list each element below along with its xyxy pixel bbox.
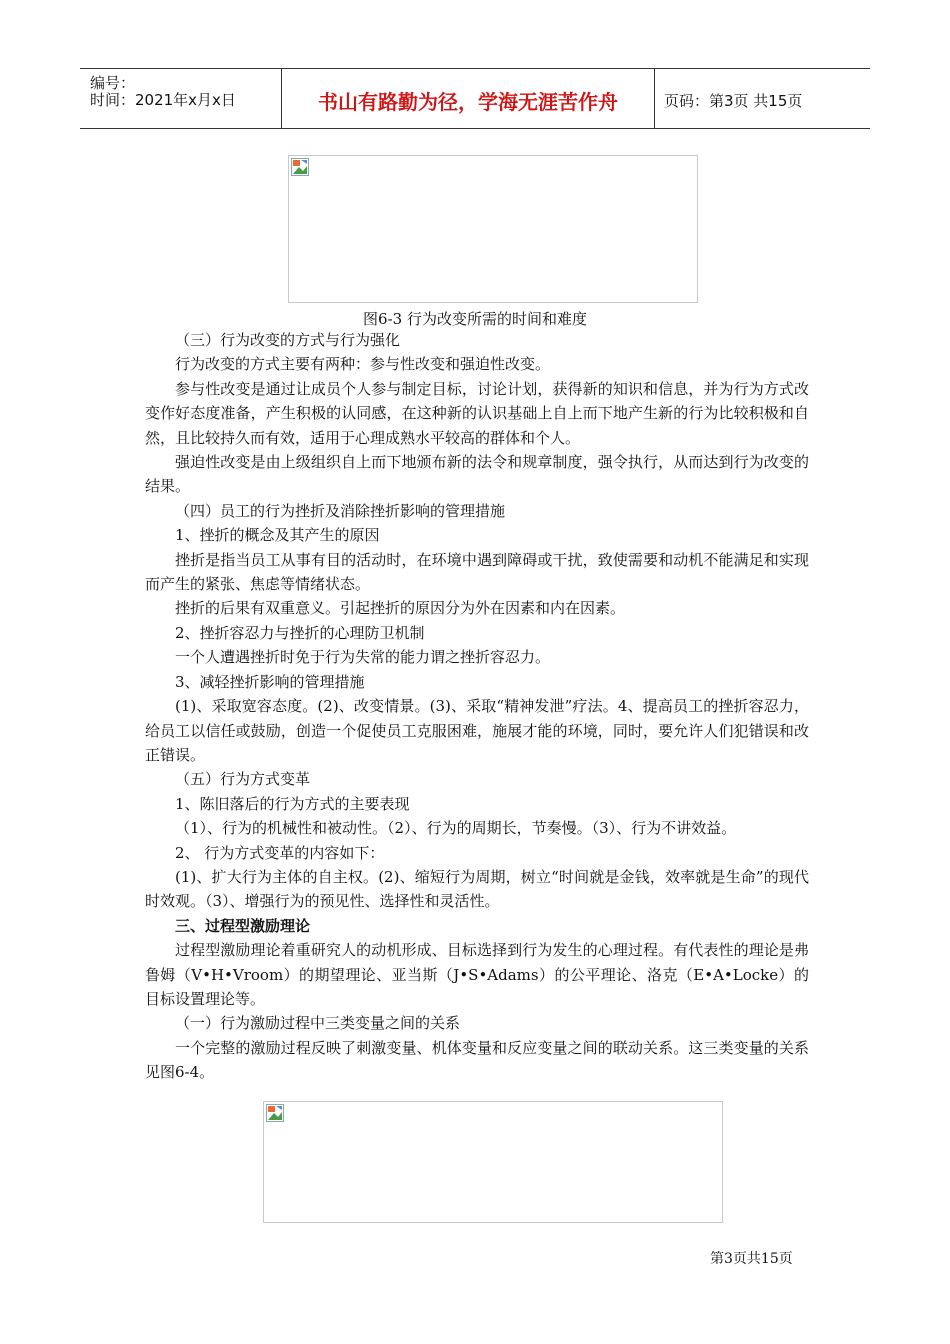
sub-heading: 2、 行为方式变革的内容如下：	[175, 843, 385, 862]
figure-6-4-image	[263, 1101, 723, 1223]
paragraph: (1)、采取宽容态度。(2)、改变情景。(3)、采取“精神发泄”疗法。4、提高员工的挫折容忍力，给员工以信任或鼓励，创造一个促使员工克服困难，施展才能的环境，同时，要允许人们犯错误和改正错误。	[145, 697, 809, 764]
paragraph: 行为改变的方式主要有两种：参与性改变和强迫性改变。	[175, 355, 551, 374]
paragraph: 一个人遭遇挫折时免于行为失常的能力谓之挫折容忍力。	[175, 648, 551, 667]
header-page-label: 页码：第3页 共15页	[664, 92, 803, 110]
figure-6-3-caption: 图6-3 行为改变所需的时间和难度	[363, 310, 587, 328]
header-motto: 书山有路勤为径，学海无涯苦作舟	[318, 90, 618, 114]
header-bottom-rule	[80, 128, 870, 129]
paragraph: (1)、扩大行为主体的自主权。(2)、缩短行为周期，树立“时间就是金钱，效率就是生命”的现代时效观。（3）、增强行为的预见性、选择性和灵活性。	[145, 867, 809, 911]
paragraph: （1）、行为的机械性和被动性。（2）、行为的周期长，节奏慢。（3）、行为不讲效益。	[175, 819, 737, 838]
paragraph: 参与性改变是通过让成员个人参与制定目标，讨论计划，获得新的知识和信息，并为行为方式改变作好态度准备，产生积极的认同感，在这种新的认识基础上自上而下地产生新的行为比较积极和自然，且比较持久而有效，适用于心理成熟水平较高的群体和个人。	[145, 379, 809, 447]
sub-heading: 2、挫折容忍力与挫折的心理防卫机制	[175, 623, 425, 642]
body-text	[145, 328, 809, 1085]
section-heading: （一）行为激励过程中三类变量之间的关系	[175, 1014, 461, 1033]
chapter-heading: 三、过程型激励理论	[175, 916, 311, 935]
section-heading: （四）员工的行为挫折及消除挫折影响的管理措施	[175, 501, 506, 520]
broken-image-icon	[266, 1104, 284, 1122]
header-number-label: 编号：	[90, 74, 136, 92]
sub-heading: 1、挫折的概念及其产生的原因	[175, 526, 380, 545]
figure-6-3-image	[288, 155, 698, 303]
paragraph: 强迫性改变是由上级组织自上而下地颁布新的法令和规章制度，强令执行，从而达到行为改变的结果。	[145, 453, 809, 496]
broken-image-icon	[291, 158, 309, 176]
paragraph: 挫折的后果有双重意义。引起挫折的原因分为外在因素和内在因素。	[175, 599, 626, 618]
section-heading: （五）行为方式变革	[175, 770, 311, 789]
sub-heading: 3、减轻挫折影响的管理措施	[175, 672, 365, 691]
section-heading: （三）行为改变的方式与行为强化	[175, 331, 401, 349]
sub-heading: 1、陈旧落后的行为方式的主要表现	[175, 794, 410, 813]
header-date-label: 时间：2021年x月x日	[90, 91, 236, 109]
paragraph: 一个完整的激励过程反映了刺激变量、机体变量和反应变量之间的联动关系。这三类变量的关系见图6-4。	[145, 1038, 809, 1082]
header-divider-right	[654, 68, 655, 129]
page-footer: 第3页共15页	[710, 1251, 793, 1267]
paragraph: 挫折是指当员工从事有目的活动时，在环境中遇到障碍或干扰，致使需要和动机不能满足和实现而产生的紧张、焦虑等情绪状态。	[145, 550, 809, 594]
header-top-rule	[80, 68, 870, 69]
paragraph: 过程型激励理论着重研究人的动机形成、目标选择到行为发生的心理过程。有代表性的理论是弗鲁姆（V•H•Vroom）的期望理论、亚当斯（J•S•Adams）的公平理论、洛克（E•A•Locke）的目标设置理论等。	[145, 941, 809, 1008]
